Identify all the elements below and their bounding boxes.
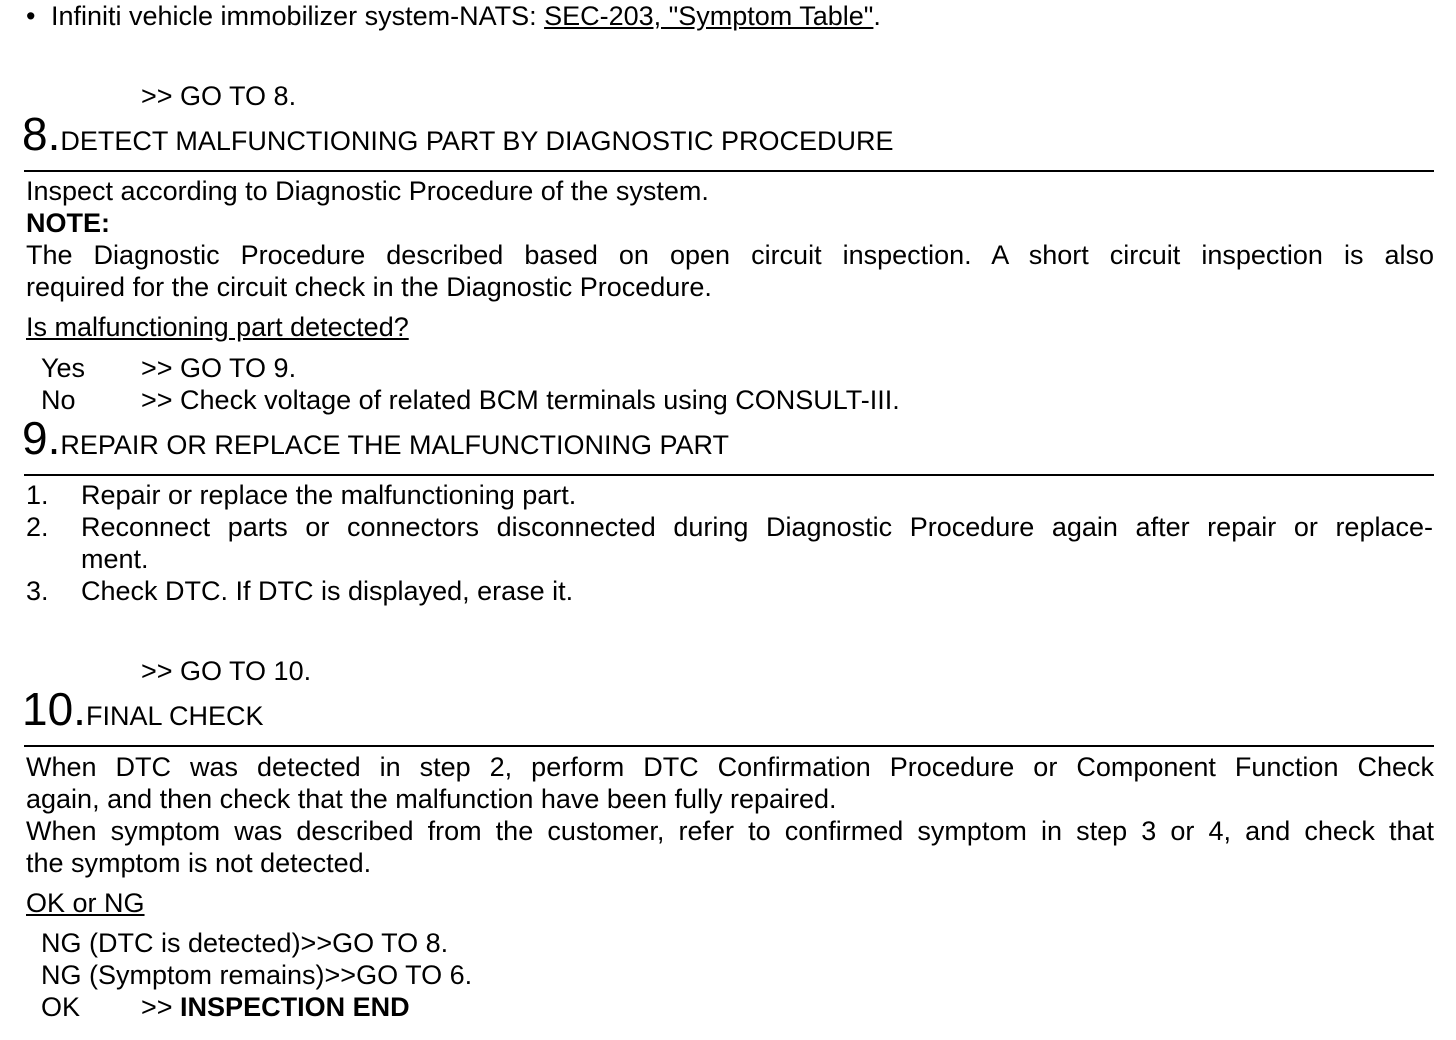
step-10-number: 10. xyxy=(22,683,86,735)
ok-label: OK xyxy=(41,992,81,1022)
step-9-item-text: Reconnect parts or connectors disconnected during Diagnostic Procedure again after repair or replace- xyxy=(81,512,1433,542)
step-9-item-text: Check DTC. If DTC is displayed, erase it. xyxy=(81,576,574,606)
bullet: • xyxy=(26,1,36,31)
final-check-p1-line-1: When DTC was detected in step 2, perform DTC Confirmation Procedure or Component Function Check xyxy=(26,752,1434,782)
no-label: No xyxy=(41,385,76,415)
step-9-divider xyxy=(24,474,1434,476)
symptom-table-link[interactable]: SEC-203, "Symptom Table" xyxy=(544,1,874,31)
goto-8-action: >> GO TO 8. xyxy=(141,81,297,111)
note-line-1: The Diagnostic Procedure described based on open circuit inspection. A short circuit inspection is also xyxy=(26,240,1434,270)
step-10-title: FINAL CHECK xyxy=(85,701,264,731)
no-action: >> Check voltage of related BCM terminals using CONSULT-III. xyxy=(141,385,900,415)
step-8-divider xyxy=(24,170,1434,172)
step-9-number: 9. xyxy=(22,412,61,464)
goto-10-action: >> GO TO 10. xyxy=(141,656,312,686)
step-9-heading xyxy=(22,412,729,464)
inspection-end-text: INSPECTION END xyxy=(180,992,410,1022)
step-10-question: OK or NG xyxy=(26,888,145,918)
step-10-heading xyxy=(22,683,264,735)
step-9-item-text: Repair or replace the malfunctioning part. xyxy=(81,480,577,510)
step-9-item-number: 3. xyxy=(26,576,49,606)
step-9-item-continuation: ment. xyxy=(81,544,149,574)
ok-action-prefix: >> xyxy=(141,992,181,1022)
step-10-divider xyxy=(24,745,1434,747)
step-8-heading xyxy=(22,108,894,160)
note-line-2: required for the circuit check in the Diagnostic Procedure. xyxy=(26,272,712,302)
note-label: NOTE: xyxy=(26,208,110,238)
final-check-p1-line-2: again, and then check that the malfunction have been fully repaired. xyxy=(26,784,837,814)
step-9-item-number: 2. xyxy=(26,512,49,542)
nats-reference-line xyxy=(26,0,881,32)
ng-symptom-action: NG (Symptom remains)>>GO TO 6. xyxy=(41,960,473,990)
final-check-p2-line-1: When symptom was described from the customer, refer to confirmed symptom in step 3 or 4, and check that xyxy=(26,816,1434,846)
step-8-number: 8. xyxy=(22,108,61,160)
step-9-item-number: 1. xyxy=(26,480,49,510)
ok-action xyxy=(141,991,410,1023)
step-8-title: DETECT MALFUNCTIONING PART BY DIAGNOSTIC PROCEDURE xyxy=(60,126,894,156)
step-8-instruction: Inspect according to Diagnostic Procedure of the system. xyxy=(26,176,709,206)
reference-text: Infiniti vehicle immobilizer system-NATS: xyxy=(50,1,545,31)
yes-label: Yes xyxy=(41,353,86,383)
final-check-p2-line-2: the symptom is not detected. xyxy=(26,848,372,878)
yes-action: >> GO TO 9. xyxy=(141,353,297,383)
reference-end: . xyxy=(873,1,881,31)
step-8-question: Is malfunctioning part detected? xyxy=(26,312,409,342)
step-9-title: REPAIR OR REPLACE THE MALFUNCTIONING PART xyxy=(60,430,729,460)
ng-dtc-action: NG (DTC is detected)>>GO TO 8. xyxy=(41,928,449,958)
